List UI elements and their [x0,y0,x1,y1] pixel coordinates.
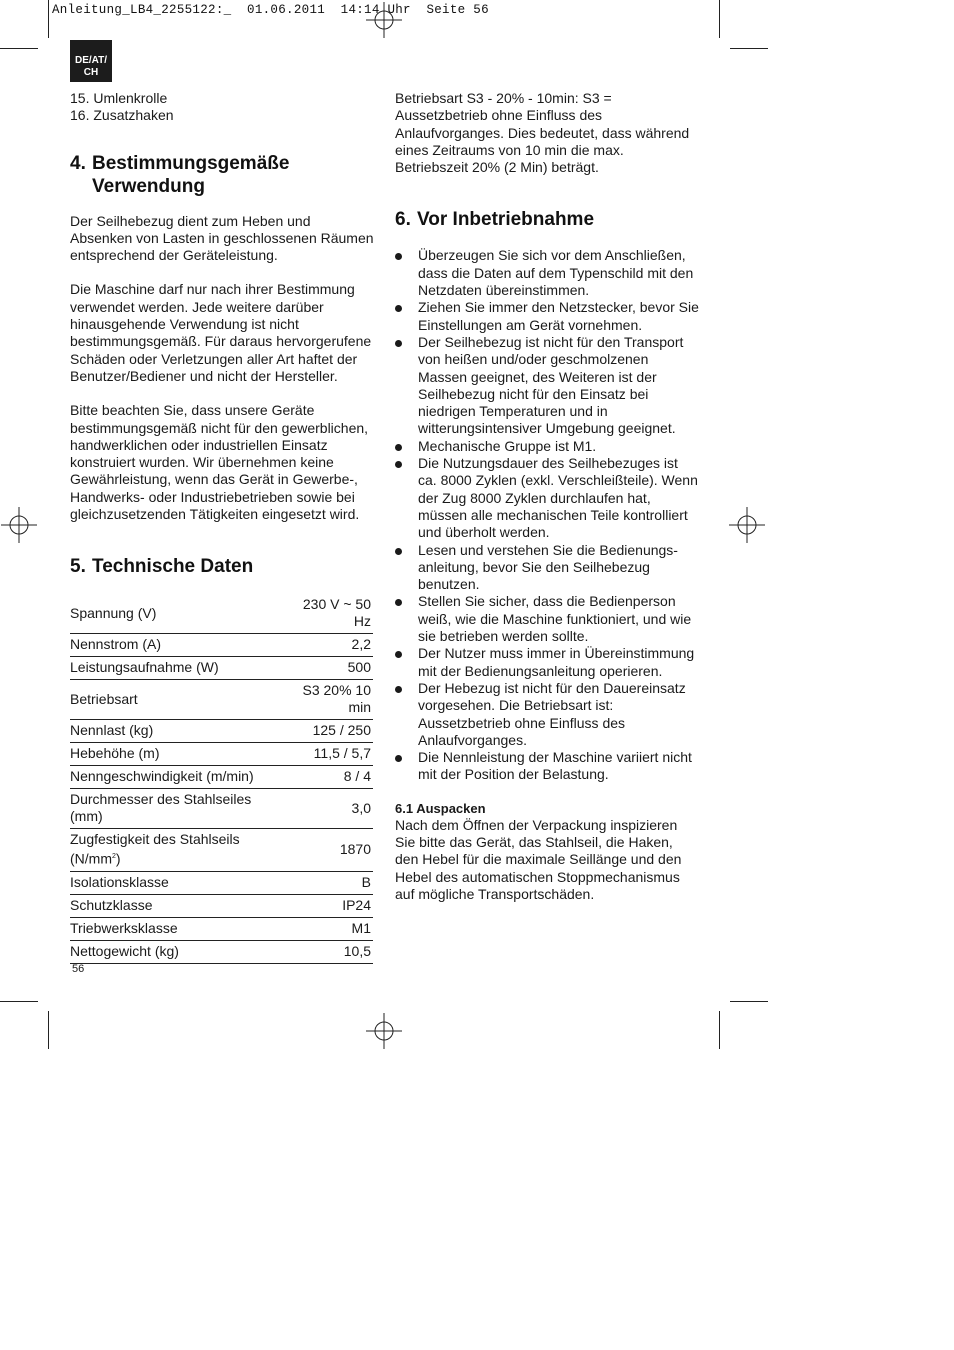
list-item [395,593,700,645]
print-header: Anleitung_LB4_2255122:_ 01.06.2011 14:14 Uhr Seite 56 [52,3,489,17]
list-item-text: Der Hebezug ist nicht für den Dauereinsatz vorgesehen. Die Betriebsart ist: Aussetzbetrieb ohne Einfluss des Anlaufvorganges. [418,679,686,748]
list-item-text: Der Seilhebezug ist nicht für den Transport von heißen und/oder geschmolzenen Massen geeignet, des Weiteren ist der Seilhebezug nicht für den Einsatz bei niedrigen Temperaturen und in witterungsintensiver Umgebung geeignet. [418,333,684,437]
bullet-icon [395,444,402,451]
list-item [395,299,700,334]
list-item [395,680,700,749]
bullet-icon [395,599,402,606]
spec-label: Spannung (V) [70,594,283,634]
list-item [395,247,700,299]
list-item [395,455,700,541]
paragraph: Die Maschine darf nur nach ihrer Bestimmung verwendet werden. Jede weitere darüber hinausgehende Verwendung ist nicht bestimmungsgemäß. Für daraus hervorgerufene Schäden oder Verletzungen aller Art haftet der Benutzer/Bediener und nicht der Hersteller. [70,281,372,384]
list-item [395,334,700,438]
registration-mark-icon [1,507,37,543]
spec-label: Triebwerksklasse [70,918,283,941]
spec-value: B [283,872,373,895]
spec-value: 11,5 / 5,7 [283,743,373,766]
crop-mark [719,1011,720,1049]
spec-value: 1870 [283,829,373,872]
spec-label: Hebehöhe (m) [70,743,283,766]
list-item-text: Ziehen Sie immer den Netzstecker, bevor Sie Einstellungen am Gerät vornehmen. [418,299,699,333]
spec-label-end: ) [115,851,121,867]
registration-mark-icon [729,507,765,543]
paragraph: Betriebsart S3 - 20% - 10min: S3 = Aussetzbetrieb ohne Einfluss des Anlaufvorganges. Dies bedeutet, dass während eines Zeitraums von 10 min die max. Betriebszeit 20% (2 Min) beträgt. [395,90,690,176]
language-badge-line: CH [83,67,99,78]
technical-data-table [70,594,373,964]
spec-value: 8 / 4 [283,766,373,789]
crop-mark [730,48,768,49]
table-row [70,743,373,766]
section-heading [395,208,700,231]
table-row [70,895,373,918]
bullet-icon [395,651,402,658]
spec-label: Isolationsklasse [70,872,283,895]
spec-value: S3 20% 10 min [283,680,373,720]
section-title: Bestimmungsgemäße [92,152,290,174]
bullet-icon [395,253,402,260]
list-item [395,438,700,455]
bullet-icon [395,686,402,693]
parts-list-item: 15. Umlenkrolle [70,90,168,106]
spec-label: Durchmesser des Stahlseiles (mm) [70,789,283,829]
list-item-text: Lesen und verstehen Sie die Bedienungs-anleitung, bevor Sie den Seilhebezug benutzen. [418,541,678,593]
list-item-text: Überzeugen Sie sich vor dem Anschließen, dass die Daten auf dem Typenschild mit den Netzdaten übereinstimmen. [418,247,694,299]
paragraph: Nach dem Öffnen der Verpackung inspizieren Sie bitte das Gerät, das Stahlseil, die Haken, den Hebel für die maximale Seillänge und den Hebel des automatischen Stoppmechanismus auf mögliche Transportschäden. [395,816,682,902]
crop-mark [48,0,49,38]
table-row [70,720,373,743]
section-heading [70,152,375,198]
list-item-text: Die Nennleistung der Maschine variiert nicht mit der Position der Belastung. [418,749,692,783]
section-heading [70,555,375,578]
table-row [70,680,373,720]
bullet-icon [395,340,402,347]
superscript: 2 [112,853,116,861]
spec-label: Leistungsaufnahme (W) [70,657,283,680]
spec-value: 230 V ~ 50 Hz [283,594,373,634]
spec-label-text: Zugfestigkeit des Stahlseils (N/mm [70,831,240,867]
spec-value: 10,5 [283,941,373,964]
list-item-text: Die Nutzungsdauer des Seilhebezuges ist ca. 8000 Zyklen (exkl. Verschleißteile). Wenn der Zug 8000 Zyklen durchlaufen hat, müssen alle mechanischen Teile kontrolliert und überholt werden. [418,455,698,541]
list-item-text: Der Nutzer muss immer in Übereinstimmung mit der Bedienungsanleitung operieren. [418,645,695,679]
crop-mark [0,48,38,49]
language-badge [70,40,112,82]
language-badge-line: DE/AT/ [74,55,108,66]
table-row [70,872,373,895]
crop-mark [48,1011,49,1049]
spec-value: 3,0 [283,789,373,829]
spec-label: Nenngeschwindigkeit (m/min) [70,766,283,789]
spec-value: 500 [283,657,373,680]
table-row [70,657,373,680]
spec-label: Schutzklasse [70,895,283,918]
registration-mark-icon [366,1013,402,1049]
page-number: 56 [72,963,85,975]
spec-label: Nennlast (kg) [70,720,283,743]
table-row [70,766,373,789]
spec-value: 125 / 250 [283,720,373,743]
list-item [395,645,700,680]
subsection-title: 6.1 Auspacken [395,800,486,816]
spec-value: IP24 [283,895,373,918]
table-row [70,941,373,964]
table-row [70,634,373,657]
section-number: 5. [70,556,86,578]
section-title: Technische Daten [92,556,254,578]
section-number: 6. [395,209,411,231]
spec-value: 2,2 [283,634,373,657]
section-number: 4. [70,152,86,174]
paragraph: Bitte beachten Sie, dass unsere Geräte bestimmungsgemäß nicht für den gewerblichen, handwerklichen oder industriellen Einsatz konstruiert wurden. Wir übernehmen keine Gewährleistung, wenn das Gerät in Gewerbe-, Handwerks- oder Industriebetrieben sowie bei gleichzusetzenden Tätigkeiten eingesetzt wird. [70,402,369,523]
bullet-icon [395,755,402,762]
spec-label: Nettogewicht (kg) [70,941,283,964]
bullet-list [395,247,700,783]
spec-value: M1 [283,918,373,941]
crop-mark [0,1001,38,1002]
table-row [70,789,373,829]
section-title-continued: Verwendung [92,175,205,197]
spec-label: Nennstrom (A) [70,634,283,657]
bullet-icon [395,305,402,312]
crop-mark [719,0,720,38]
spec-label [70,829,283,872]
spec-label: Betriebsart [70,680,283,720]
list-item [395,542,700,594]
list-item-text: Stellen Sie sicher, dass die Bedienperson weiß, wie die Maschine funktioniert, und wie sie betrieben werden sollte. [418,593,692,645]
crop-mark [730,1001,768,1002]
bullet-icon [395,461,402,468]
table-row [70,829,373,872]
right-column [395,90,700,903]
list-item-text: Mechanische Gruppe ist M1. [418,437,597,454]
bullet-icon [395,548,402,555]
table-row [70,918,373,941]
table-row [70,594,373,634]
list-item [395,749,700,784]
paragraph: Der Seilhebezug dient zum Heben und Absenken von Lasten in geschlossenen Räumen entsprechend der Geräteleistung. [70,212,374,264]
parts-list-item: 16. Zusatzhaken [70,107,174,124]
registration-mark-icon [366,2,402,38]
section-title: Vor Inbetriebnahme [417,209,595,231]
left-column [70,90,375,964]
